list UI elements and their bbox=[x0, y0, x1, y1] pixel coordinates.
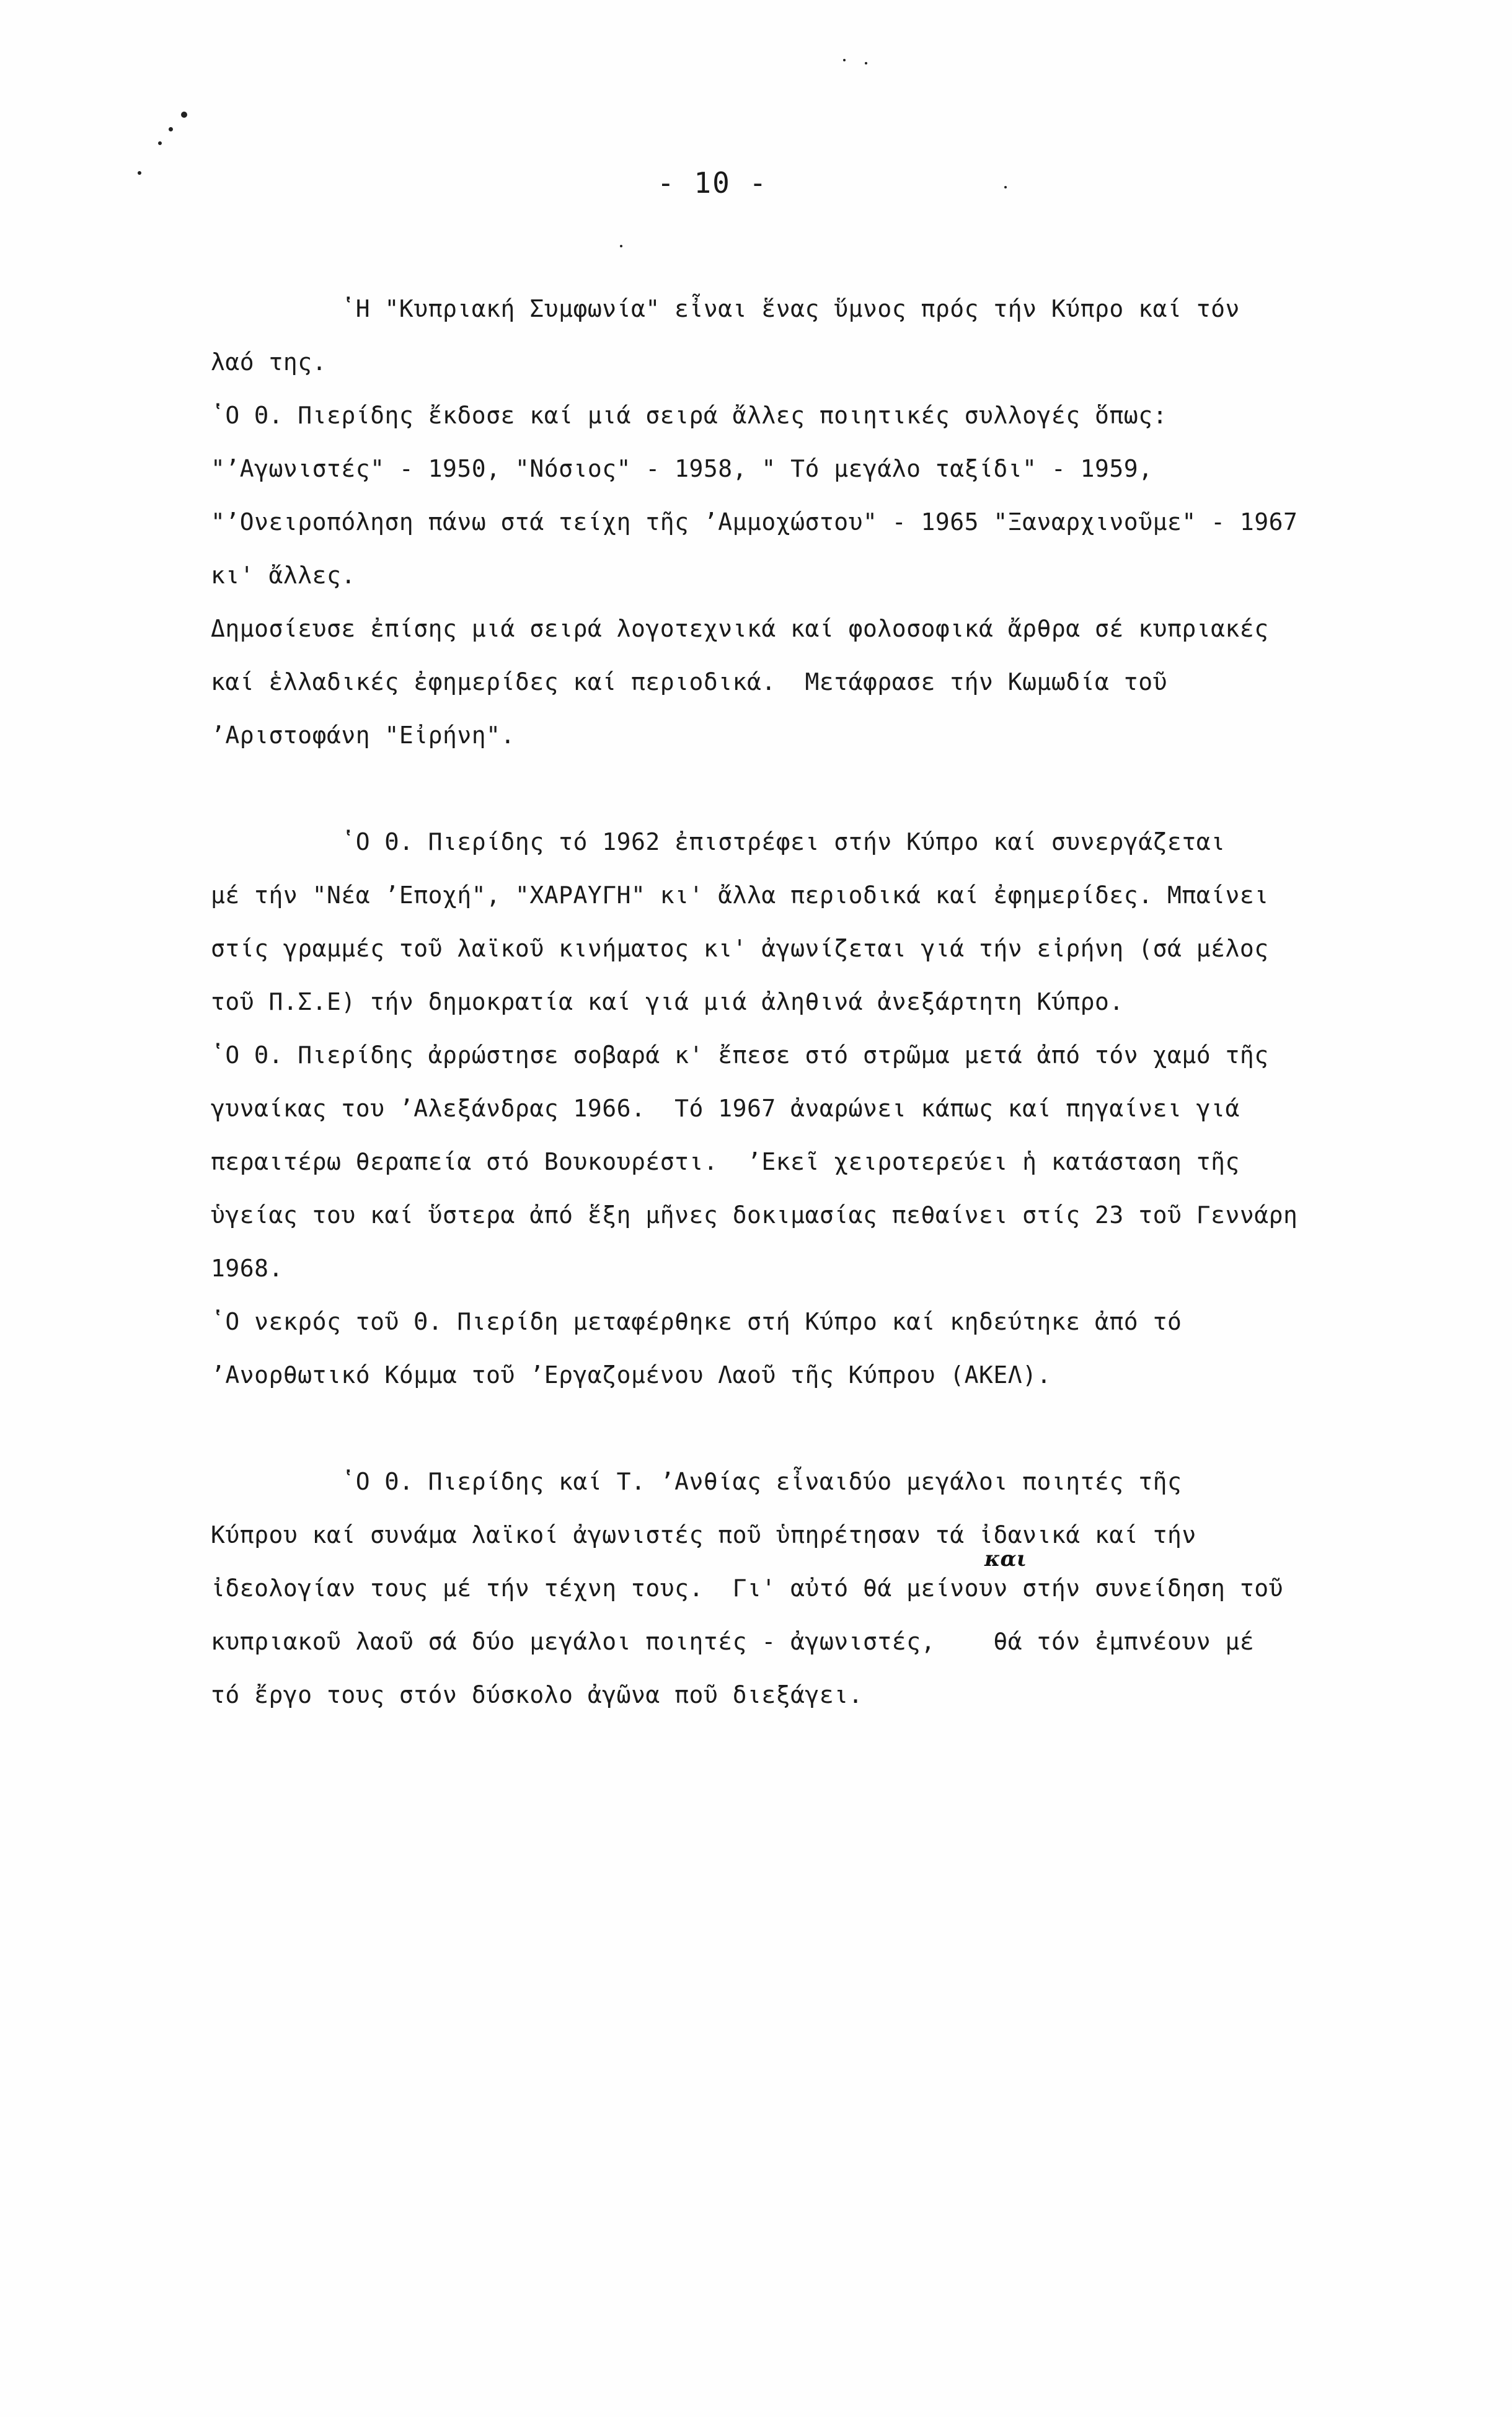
text-line: 1968. bbox=[211, 1255, 283, 1282]
text-line: Κύπρου καί συνάμα λαϊκοί ἀγωνιστές ποῦ ὑπηρέτησαν τά ἰδανικά καί τήν bbox=[211, 1521, 1196, 1549]
scan-speck bbox=[138, 171, 141, 175]
text-line: ʽΟ νεκρός τοῦ Θ. Πιερίδη μεταφέρθηκε στή Κύπρο καί κηδεύτηκε ἀπό τό bbox=[211, 1308, 1182, 1335]
text-line bbox=[211, 1402, 1389, 1455]
text-line: ʽΗ "Κυπριακή Συμφωνία" εἶναι ἕνας ὕμνος πρός τήν Κύπρο καί τόν bbox=[211, 295, 1240, 322]
scan-speck bbox=[158, 141, 162, 145]
text-line: ʽΟ Θ. Πιερίδης ἀρρώστησε σοβαρά κ' ἔπεσε στό στρῶμα μετά ἀπό τόν χαμό τῆς bbox=[211, 1041, 1269, 1069]
text-line: τό ἔργο τους στόν δύσκολο ἀγῶνα ποῦ διεξάγει. bbox=[211, 1681, 864, 1708]
text-line: "ʼΑγωνιστές" - 1950, "Νόσιος" - 1958, " Τό μεγάλο ταξίδι" - 1959, bbox=[211, 455, 1153, 482]
page-number: - 10 - bbox=[657, 166, 768, 200]
text-line: κι' ἄλλες. bbox=[211, 562, 356, 589]
text-line: "ʼΟνειροπόληση πάνω στά τείχη τῆς ʼΑμμοχώστου" - 1965 "Ξαναρχινοῦμε" - 1967 bbox=[211, 508, 1298, 536]
text-line: ὑγείας του καί ὕστερα ἀπό ἕξη μῆνες δοκιμασίας πεθαίνει στίς 23 τοῦ Γεννάρη bbox=[211, 1201, 1298, 1229]
handwritten-correction: και bbox=[984, 1547, 1027, 1571]
text-line: καί ἑλλαδικές ἐφημερίδες καί περιοδικά. Μετάφρασε τήν Κωμωδία τοῦ bbox=[211, 668, 1167, 696]
scan-speck bbox=[865, 62, 867, 64]
text-line: γυναίκας του ʼΑλεξάνδρας 1966. Τό 1967 ἀναρώνει κάπως καί πηγαίνει γιά bbox=[211, 1095, 1240, 1122]
text-line: λαό της. bbox=[211, 348, 327, 376]
text-line: στίς γραμμές τοῦ λαϊκοῦ κινήματος κι' ἀγωνίζεται γιά τήν εἰρήνη (σά μέλος bbox=[211, 935, 1269, 962]
scan-speck bbox=[620, 245, 622, 247]
body-text bbox=[211, 282, 1389, 1721]
text-line: μέ τήν "Νέα ʼΕποχή", "ΧΑΡΑΥΓΗ" κι' ἄλλα περιοδικά καί ἐφημερίδες. Μπαίνει bbox=[211, 882, 1269, 909]
text-line: περαιτέρω θεραπεία στό Βουκουρέστι. ʼΕκεῖ χειροτερεύει ἡ κατάσταση τῆς bbox=[211, 1148, 1240, 1175]
text-line: ἰδεολογίαν τους μέ τήν τέχνη τους. Γι' αὐτό θά μείνουν στήν συνείδηση τοῦ bbox=[211, 1575, 1283, 1602]
scan-speck bbox=[181, 112, 187, 118]
scan-speck bbox=[843, 59, 846, 61]
text-line: ʽΟ Θ. Πιερίδης τό 1962 ἐπιστρέφει στήν Κύπρο καί συνεργάζεται bbox=[211, 828, 1226, 855]
text-line: ʽΟ Θ. Πιερίδης ἔκδοσε καί μιά σειρά ἄλλες ποιητικές συλλογές ὅπως: bbox=[211, 402, 1167, 429]
scan-speck bbox=[169, 127, 173, 131]
text-line bbox=[211, 762, 1389, 815]
text-line: ʼΑριστοφάνη "Εἰρήνη". bbox=[211, 722, 515, 749]
scan-speck bbox=[1004, 186, 1007, 188]
text-line: Δημοσίευσε ἐπίσης μιά σειρά λογοτεχνικά καί φολοσοφικά ἄρθρα σέ κυπριακές bbox=[211, 615, 1269, 642]
text-line: ʼΑνορθωτικό Κόμμα τοῦ ʼΕργαζομένου Λαοῦ τῆς Κύπρου (ΑΚΕΛ). bbox=[211, 1361, 1051, 1389]
text-line: τοῦ Π.Σ.Ε) τήν δημοκρατία καί γιά μιά ἀληθινά ἀνεξάρτητη Κύπρο. bbox=[211, 988, 1124, 1015]
text-line: ʽΟ Θ. Πιερίδης καί Τ. ʼΑνθίας εἶναιδύο μεγάλοι ποιητές τῆς bbox=[211, 1468, 1182, 1495]
text-line: κυπριακοῦ λαοῦ σά δύο μεγάλοι ποιητές - ἀγωνιστές, θά τόν ἐμπνέουν μέ bbox=[211, 1628, 1255, 1655]
